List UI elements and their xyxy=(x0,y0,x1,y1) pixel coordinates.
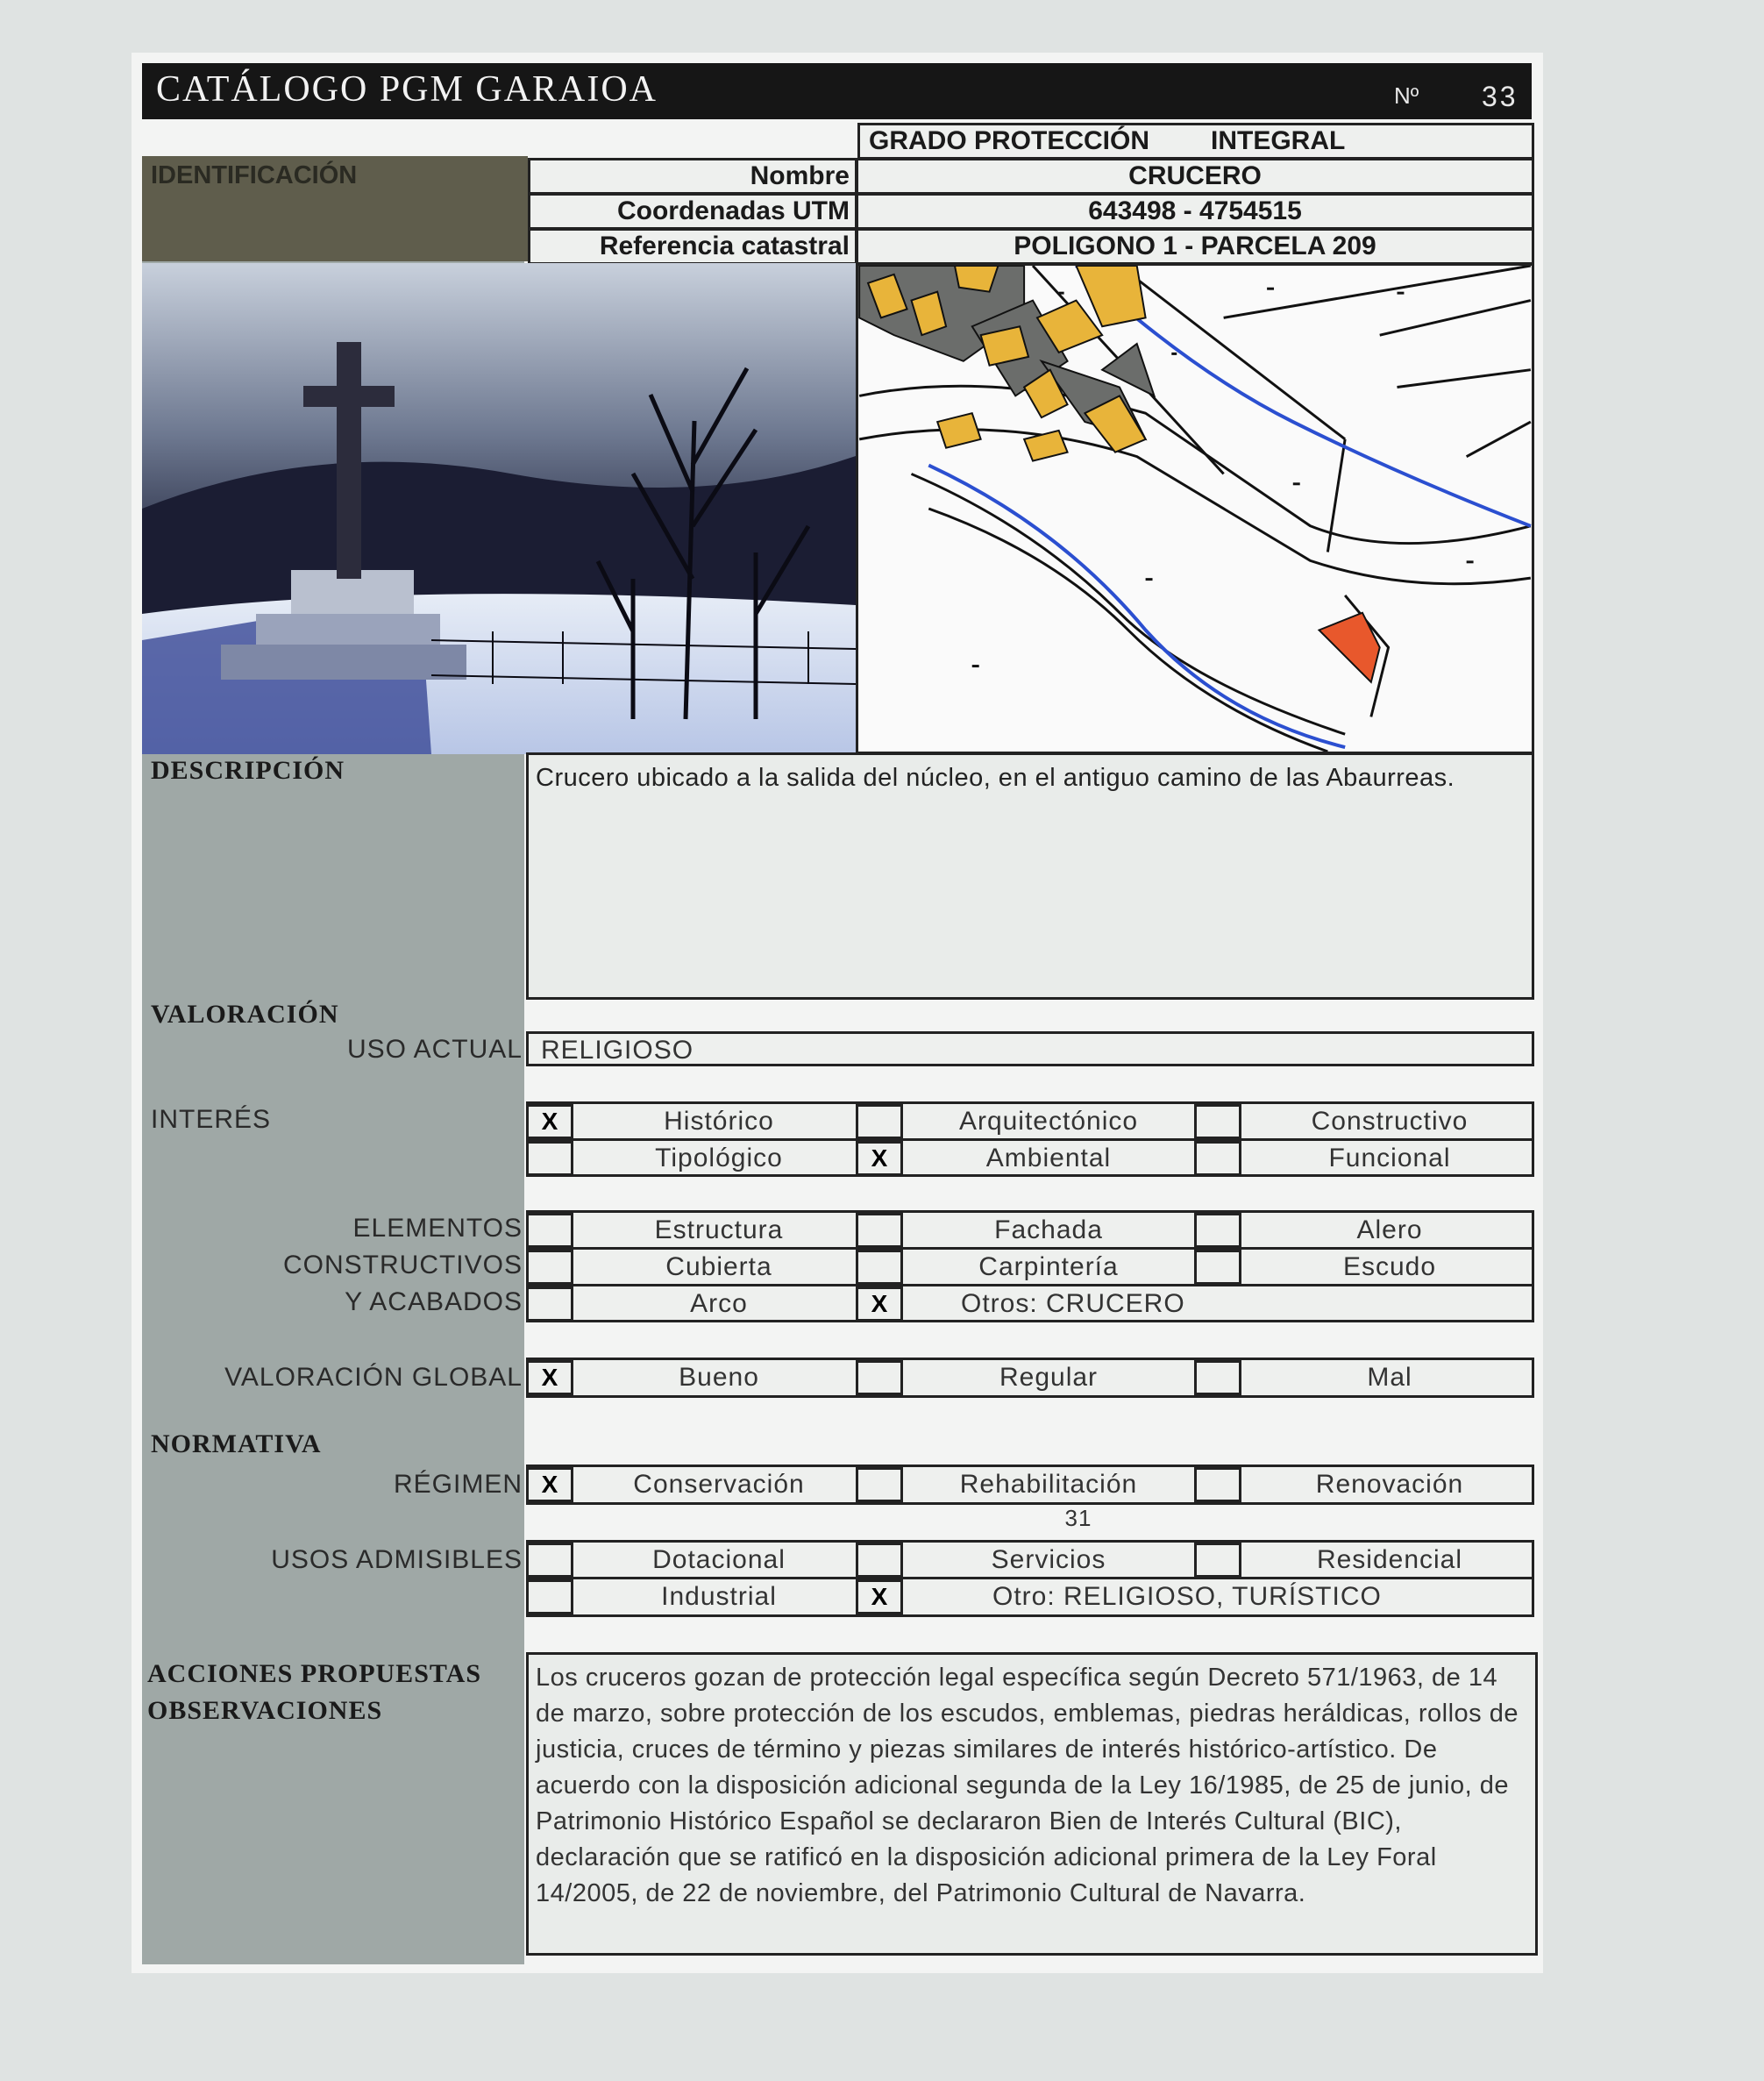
option-funcional: Funcional xyxy=(1328,1144,1451,1172)
checkbox-renovacion[interactable] xyxy=(1194,1467,1241,1502)
option-escudo: Escudo xyxy=(1342,1252,1437,1281)
number-label: Nº xyxy=(1394,82,1419,109)
grid-divider xyxy=(526,1577,1534,1579)
checkbox-ambiental[interactable]: X xyxy=(856,1141,903,1176)
grid-divider xyxy=(526,1284,1534,1286)
uso-actual-label: USO ACTUAL xyxy=(346,1035,523,1064)
checkbox-regular[interactable] xyxy=(856,1360,903,1395)
option-ambiental: Ambiental xyxy=(985,1144,1112,1172)
valoracion-global-label: VALORACIÓN GLOBAL xyxy=(224,1363,523,1392)
checkbox-estructura[interactable] xyxy=(526,1213,573,1248)
option-otro-uso: Otro: RELIGIOSO, TURÍSTICO xyxy=(992,1582,1382,1611)
checkbox-constructivo[interactable] xyxy=(1194,1104,1241,1139)
checkbox-cubierta[interactable] xyxy=(526,1250,573,1285)
protection-label: GRADO PROTECCIÓN xyxy=(869,126,1150,155)
elementos-label-1: ELEMENTOS xyxy=(352,1214,523,1243)
checkbox-arco[interactable] xyxy=(526,1286,573,1322)
uso-actual-value: RELIGIOSO xyxy=(526,1031,1534,1066)
option-regular: Regular xyxy=(999,1363,1099,1392)
checkbox-tipologico[interactable] xyxy=(526,1141,573,1176)
option-mal: Mal xyxy=(1367,1363,1412,1392)
option-conservacion: Conservación xyxy=(633,1470,805,1499)
grid-divider xyxy=(526,1247,1534,1250)
elementos-label-3: Y ACABADOS xyxy=(345,1287,523,1316)
checkbox-carpinteria[interactable] xyxy=(856,1250,903,1285)
option-alero: Alero xyxy=(1356,1215,1423,1244)
option-estructura: Estructura xyxy=(654,1215,784,1244)
checkbox-bueno[interactable]: X xyxy=(526,1360,573,1395)
option-bueno: Bueno xyxy=(679,1363,759,1392)
observaciones-text: Los cruceros gozan de protección legal específica según Decreto 571/1963, de 14 de marzo, sobre protección de los escudos, emblemas, piedras heráldicas, rollos de justicia, cruces de término y piezas similares de interés histórico-artístico. De acuerdo con la disposición adicional segunda de la Ley 16/1985, de 25 de junio, de Patrimonio Histórico Español se declararon Bien de Interés Cultural (BIC), declaración que se ratificó en la disposición adicional primera de la Ley Foral 14/2005, de 22 de noviembre, del Patrimonio Cultural de Navarra. xyxy=(536,1664,1519,1907)
checkbox-escudo[interactable] xyxy=(1194,1250,1241,1285)
checkbox-funcional[interactable] xyxy=(1194,1141,1241,1176)
checkbox-otros[interactable]: X xyxy=(856,1286,903,1322)
checkbox-rehabilitacion[interactable] xyxy=(856,1467,903,1502)
regimen-label: RÉGIMEN xyxy=(393,1470,523,1499)
option-historico: Histórico xyxy=(664,1107,774,1136)
checkbox-conservacion[interactable]: X xyxy=(526,1467,573,1502)
protection-row xyxy=(857,123,1534,160)
checkbox-residencial[interactable] xyxy=(1194,1543,1241,1578)
elementos-label-2: CONSTRUCTIVOS xyxy=(282,1251,523,1279)
usos-admisibles-label: USOS ADMISIBLES xyxy=(271,1545,523,1574)
field-label-utm: Coordenadas UTM xyxy=(528,193,857,230)
acciones-heading: ACCIONES PROPUESTAS xyxy=(147,1659,482,1688)
field-value-name: CRUCERO xyxy=(856,158,1534,195)
protection-value: INTEGRAL xyxy=(1211,126,1346,155)
valoracion-heading: VALORACIÓN xyxy=(151,1000,339,1029)
description-text: Crucero ubicado a la salida del núcleo, en el antiguo camino de las Abaurreas. xyxy=(536,764,1455,792)
field-value-cadastral: POLIGONO 1 - PARCELA 209 xyxy=(856,228,1534,265)
observaciones-heading: OBSERVACIONES xyxy=(147,1696,383,1725)
identification-heading: IDENTIFICACIÓN xyxy=(151,161,358,189)
cadastral-map xyxy=(856,263,1534,754)
option-servicios: Servicios xyxy=(991,1545,1106,1574)
checkbox-alero[interactable] xyxy=(1194,1213,1241,1248)
option-residencial: Residencial xyxy=(1316,1545,1463,1574)
option-tipologico: Tipológico xyxy=(655,1144,783,1172)
field-value-utm: 643498 - 4754515 xyxy=(856,193,1534,230)
description-box xyxy=(526,752,1534,1000)
checkbox-industrial[interactable] xyxy=(526,1579,573,1614)
checkbox-otro-uso[interactable]: X xyxy=(856,1579,903,1614)
option-renovacion: Renovación xyxy=(1315,1470,1464,1499)
option-industrial: Industrial xyxy=(661,1582,777,1611)
option-constructivo: Constructivo xyxy=(1311,1107,1469,1136)
checkbox-arquitectonico[interactable] xyxy=(856,1104,903,1139)
catalog-number: 33 xyxy=(1482,81,1519,112)
crucero-photo xyxy=(142,263,856,754)
option-fachada: Fachada xyxy=(994,1215,1103,1244)
normativa-heading: NORMATIVA xyxy=(151,1429,322,1458)
checkbox-dotacional[interactable] xyxy=(526,1543,573,1578)
interes-label: INTERÉS xyxy=(151,1105,272,1134)
option-dotacional: Dotacional xyxy=(652,1545,786,1574)
checkbox-servicios[interactable] xyxy=(856,1543,903,1578)
option-arco: Arco xyxy=(690,1289,748,1318)
field-label-name: Nombre xyxy=(528,158,857,195)
option-otros: Otros: CRUCERO xyxy=(961,1289,1185,1318)
option-carpinteria: Carpintería xyxy=(978,1252,1119,1281)
option-arquitectonico: Arquitectónico xyxy=(958,1107,1139,1136)
catalog-title: CATÁLOGO PGM GARAIOA xyxy=(156,69,658,110)
observaciones-box xyxy=(526,1652,1538,1956)
checkbox-mal[interactable] xyxy=(1194,1360,1241,1395)
checkbox-historico[interactable]: X xyxy=(526,1104,573,1139)
description-heading: DESCRIPCIÓN xyxy=(151,756,345,785)
grid-divider xyxy=(526,1138,1534,1141)
field-label-cadastral: Referencia catastral xyxy=(528,228,857,265)
checkbox-fachada[interactable] xyxy=(856,1213,903,1248)
option-cubierta: Cubierta xyxy=(665,1252,772,1281)
option-rehabilitacion: Rehabilitación xyxy=(959,1470,1138,1499)
page-number: 31 xyxy=(1064,1505,1092,1531)
